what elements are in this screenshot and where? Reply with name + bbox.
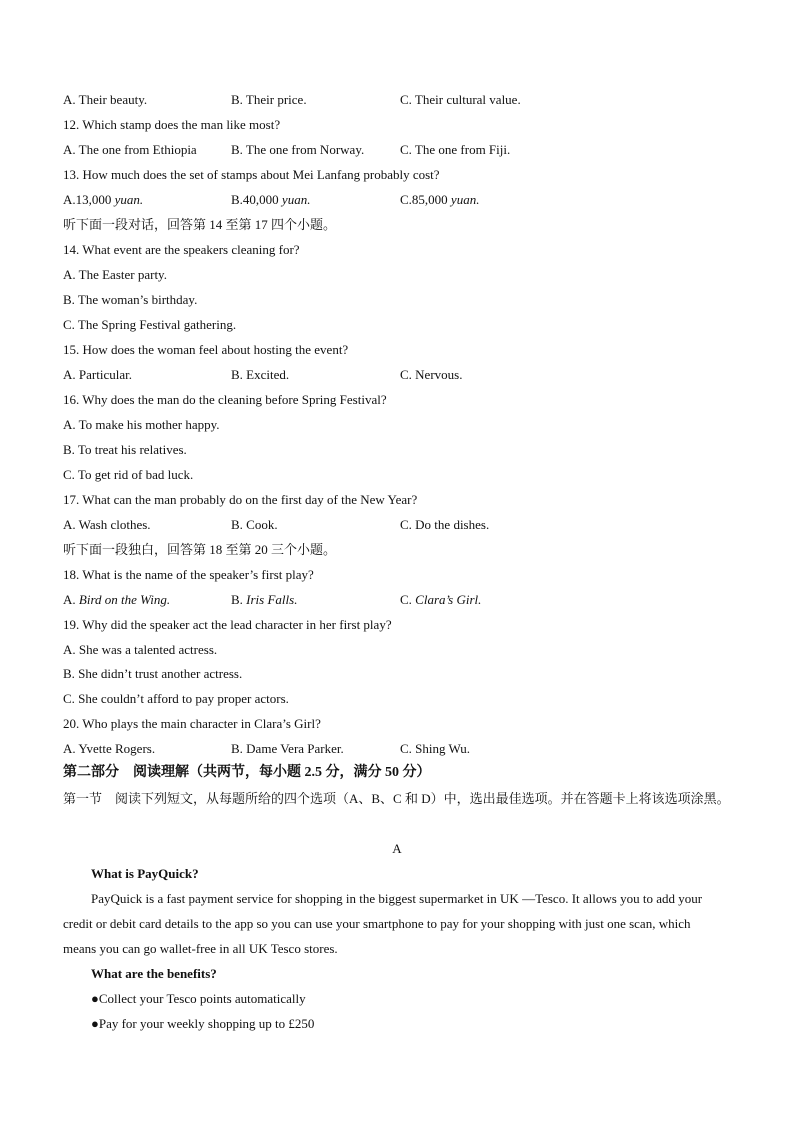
q12-option-b: B. The one from Norway.	[231, 142, 365, 157]
q18-option-b: B. Iris Falls.	[231, 592, 298, 607]
benefit-item: ●Collect your Tesco points automatically	[91, 991, 306, 1006]
q18-stem: 18. What is the name of the speaker’s first play?	[63, 567, 314, 582]
part2-title: 第二部分 阅读理解（共两节，每小题 2.5 分，满分 50 分）	[63, 765, 431, 780]
q15-option-c: C. Nervous.	[400, 367, 463, 382]
q19-option-a: A. She was a talented actress.	[63, 642, 218, 657]
heading-what-is-payquick: What is PayQuick?	[91, 866, 199, 881]
q11-option-b: B. Their price.	[231, 92, 307, 107]
q20-option-b: B. Dame Vera Parker.	[231, 741, 344, 756]
q15-option-a: A. Particular.	[63, 367, 132, 382]
q12-option-c: C. The one from Fiji.	[400, 142, 511, 157]
q18-option-c: C. Clara’s Girl.	[400, 592, 482, 607]
q17-option-b: B. Cook.	[231, 517, 278, 532]
q14-stem: 14. What event are the speakers cleaning for?	[63, 242, 300, 257]
q13-option-c: C.85,000 yuan.	[400, 192, 480, 207]
q17-option-a: A. Wash clothes.	[63, 517, 151, 532]
q17-stem: 17. What can the man probably do on the first day of the New Year?	[63, 492, 418, 507]
q16-option-a: A. To make his mother happy.	[63, 417, 220, 432]
q17-option-c: C. Do the dishes.	[400, 517, 490, 532]
heading-benefits: What are the benefits?	[91, 966, 217, 981]
q14-option-a: A. The Easter party.	[63, 267, 167, 282]
q13-option-b: B.40,000 yuan.	[231, 192, 311, 207]
q12-option-a: A. The one from Ethiopia	[63, 142, 197, 157]
payquick-paragraph: PayQuick is a fast payment service for shopping in the biggest supermarket in UK —Tesco. It allows you to add your credit or debit card details to the app so you can use your smartphone to pay for your shopping with just one scan, which means you can go wallet-free in all UK Tesco stores.	[63, 891, 703, 956]
section1-instruction: 第一节 阅读下列短文，从每题所给的四个选项（A、B、C 和 D）中，选出最佳选项。并在答题卡上将该选项涂黑。	[63, 791, 730, 806]
passage-letter: A	[392, 841, 402, 856]
q16-option-c: C. To get rid of bad luck.	[63, 467, 194, 482]
q13-option-a: A.13,000 yuan.	[63, 192, 144, 207]
instruction-14-17: 听下面一段对话，回答第 14 至第 17 四个小题。	[63, 217, 337, 232]
q11-option-c: C. Their cultural value.	[400, 92, 521, 107]
q14-option-c: C. The Spring Festival gathering.	[63, 317, 237, 332]
q20-stem: 20. Who plays the main character in Clara’s Girl?	[63, 716, 321, 731]
q12-stem: 12. Which stamp does the man like most?	[63, 117, 281, 132]
q15-stem: 15. How does the woman feel about hosting the event?	[63, 342, 349, 357]
q16-option-b: B. To treat his relatives.	[63, 442, 187, 457]
q20-option-c: C. Shing Wu.	[400, 741, 471, 756]
q13-stem: 13. How much does the set of stamps about Mei Lanfang probably cost?	[63, 167, 440, 182]
q11-option-a: A. Their beauty.	[63, 92, 148, 107]
q19-stem: 19. Why did the speaker act the lead character in her first play?	[63, 617, 392, 632]
q14-option-b: B. The woman’s birthday.	[63, 292, 198, 307]
benefit-item: ●Pay for your weekly shopping up to £250	[91, 1016, 315, 1031]
q20-option-a: A. Yvette Rogers.	[63, 741, 156, 756]
q16-stem: 16. Why does the man do the cleaning before Spring Festival?	[63, 392, 387, 407]
instruction-18-20: 听下面一段独白，回答第 18 至第 20 三个小题。	[63, 542, 337, 557]
q19-option-c: C. She couldn’t afford to pay proper actors.	[63, 691, 289, 706]
q18-option-a: A. Bird on the Wing.	[63, 592, 171, 607]
q15-option-b: B. Excited.	[231, 367, 290, 382]
q19-option-b: B. She didn’t trust another actress.	[63, 666, 243, 681]
